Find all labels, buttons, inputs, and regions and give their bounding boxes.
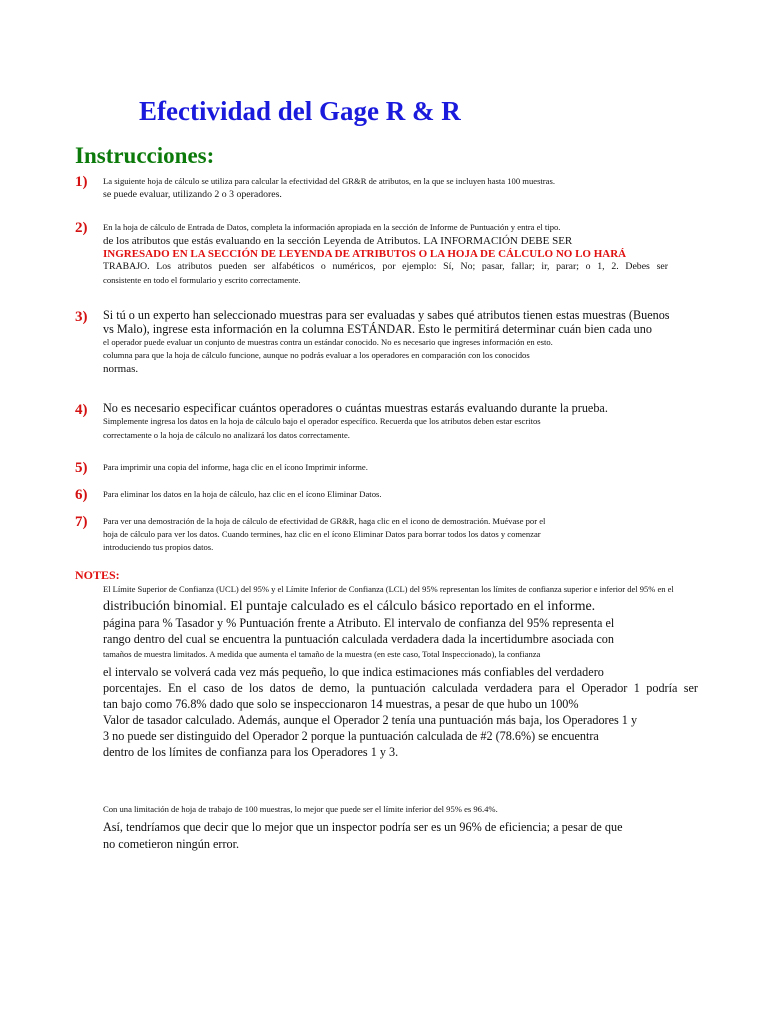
- closing-line: no cometieron ningún error.: [103, 837, 240, 851]
- item-line: TRABAJO. Los atributos pueden ser alfabéticos o numéricos, por ejemplo: Sí, No; pasar, fallar; ir, parar; o 1, 2. Debes ser: [103, 261, 668, 272]
- notes-line: tamaños de muestra limitados. A medida que aumenta el tamaño de la muestra (en este caso, Total Inspeccionado), la confianza: [103, 649, 541, 659]
- item-line: hoja de cálculo para ver los datos. Cuando termines, haz clic en el ícono Eliminar Datos para borrar todos los datos y comenzar: [103, 529, 541, 539]
- closing-line: Así, tendríamos que decir que lo mejor que un inspector podría ser es un 96% de eficiencia; a pesar de que: [103, 820, 623, 834]
- item-line: Para imprimir una copia del informe, haga clic en el ícono Imprimir informe.: [103, 462, 368, 472]
- item-number: 1): [75, 174, 88, 190]
- item-number: 7): [75, 514, 88, 530]
- item-line: Si tú o un experto han seleccionado muestras para ser evaluadas y sabes qué atributos tienen estas muestras (Buenos: [103, 308, 670, 322]
- item-number: 6): [75, 487, 88, 503]
- item-line: el operador puede evaluar un conjunto de muestras contra un estándar conocido. No es necesario que ingreses información en esto.: [103, 337, 553, 347]
- notes-line: página para % Tasador y % Puntuación frente a Atributo. El intervalo de confianza del 95% representa el: [103, 616, 615, 630]
- item-number: 4): [75, 402, 88, 418]
- item-line: En la hoja de cálculo de Entrada de Datos, completa la información apropiada en la sección de Informe de Puntuación y entra el tipo.: [103, 222, 561, 232]
- notes-label: NOTES:: [75, 568, 120, 582]
- item-line: consistente en todo el formulario y escrito correctamente.: [103, 275, 301, 285]
- item-number: 2): [75, 220, 88, 236]
- item-line: se puede evaluar, utilizando 2 o 3 operadores.: [103, 189, 282, 200]
- item-line: No es necesario especificar cuántos operadores o cuántas muestras estarás evaluando durante la prueba.: [103, 401, 608, 415]
- item-line: Simplemente ingresa los datos en la hoja de cálculo bajo el operador específico. Recuerda que los atributos deben estar escritos: [103, 416, 541, 426]
- item-line: Para eliminar los datos en la hoja de cálculo, haz clic en el ícono Eliminar Datos.: [103, 489, 382, 499]
- item-line-warning: INGRESADO EN LA SECCIÓN DE LEYENDA DE ATRIBUTOS O LA HOJA DE CÁLCULO NO LO HARÁ: [103, 248, 627, 260]
- item-number: 5): [75, 460, 88, 476]
- item-line: de los atributos que estás evaluando en la sección Leyenda de Atributos. LA INFORMACIÓN DEBE SER: [103, 235, 573, 247]
- notes-line: dentro de los límites de confianza para los Operadores 1 y 3.: [103, 745, 399, 759]
- item-line: correctamente o la hoja de cálculo no analizará los datos correctamente.: [103, 430, 350, 440]
- closing-line: Con una limitación de hoja de trabajo de 100 muestras, lo mejor que puede ser el límite inferior del 95% es 96.4%.: [103, 804, 498, 814]
- item-line: normas.: [103, 363, 139, 375]
- item-line: columna para que la hoja de cálculo funcione, aunque no podrás evaluar a los operadores en comparación con los conocidos: [103, 350, 530, 360]
- notes-line: el intervalo se volverá cada vez más pequeño, lo que indica estimaciones más confiables del verdadero: [103, 665, 604, 679]
- notes-line: tan bajo como 76.8% dado que solo se inspeccionaron 14 muestras, a pesar de que hubo un 100%: [103, 697, 579, 711]
- item-number: 3): [75, 309, 88, 325]
- notes-line: El Límite Superior de Confianza (UCL) del 95% y el Límite Inferior de Confianza (LCL) del 95% representan los límites de confianza superior e inferior del 95% en el: [103, 584, 674, 594]
- notes-line: rango dentro del cual se encuentra la puntuación calculada verdadera dada la incertidumbre asociada con: [103, 632, 614, 646]
- item-line: Para ver una demostración de la hoja de cálculo de efectividad de GR&R, haga clic en el icono de demostración. Muévase por el: [103, 516, 546, 526]
- item-line: La siguiente hoja de cálculo se utiliza para calcular la efectividad del GR&R de atributos, en la que se incluyen hasta 100 muestras.: [103, 176, 555, 186]
- notes-line: Valor de tasador calculado. Además, aunque el Operador 2 tenía una puntuación más baja, los Operadores 1 y: [103, 713, 638, 727]
- instructions-heading: Instrucciones:: [75, 143, 215, 168]
- notes-line: porcentajes. En el caso de los datos de demo, la puntuación calculada verdadera para el Operador 1 podría ser: [103, 681, 698, 695]
- notes-line: 3 no puede ser distinguido del Operador 2 porque la puntuación calculada de #2 (78.6%) se encuentra: [103, 729, 599, 743]
- notes-line: distribución binomial. El puntaje calculado es el cálculo básico reportado en el informe.: [103, 599, 596, 614]
- item-line: introduciendo tus propios datos.: [103, 542, 214, 552]
- document-title: Efectividad del Gage R & R: [139, 96, 461, 126]
- item-line: vs Malo), ingrese esta información en la columna ESTÁNDAR. Esto le permitirá determinar cuán bien cada uno: [103, 322, 652, 336]
